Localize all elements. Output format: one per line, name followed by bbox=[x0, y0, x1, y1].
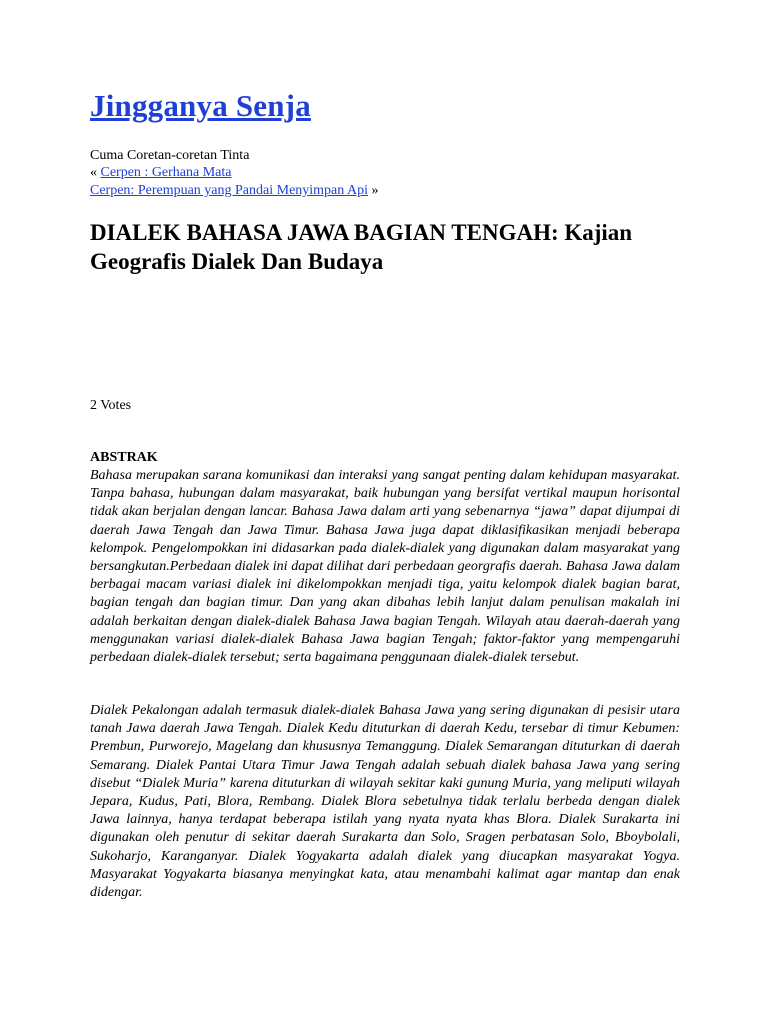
votes-count: 2 Votes bbox=[90, 398, 132, 413]
blog-tagline: Cuma Coretan-coretan Tinta bbox=[90, 148, 250, 163]
post-title: DIALEK BAHASA JAWA BAGIAN TENGAH: Kajian Geografis Dialek Dan Budaya bbox=[90, 220, 633, 274]
next-post-nav bbox=[90, 183, 379, 199]
abstract-heading: ABSTRAK bbox=[90, 450, 158, 465]
previous-post-link[interactable]: Cerpen : Gerhana Mata bbox=[100, 165, 232, 180]
previous-post-nav bbox=[90, 165, 232, 181]
next-post-link[interactable]: Cerpen: Perempuan yang Pandai Menyimpan Api bbox=[90, 183, 368, 198]
abstract-paragraph-2: Dialek Pekalongan adalah termasuk dialek-dialek Bahasa Jawa yang sering digunakan di pesisir utara tanah Jawa daerah Jawa Tengah. Dialek Kedu dituturkan di daerah Kedu, tersebar di timur Kebumen: Prembun, Purworejo, Magelang dan khususnya Temanggung. Dialek Semarangan dituturkan di daerah Semarang. Dialek Pantai Utara Timur Jawa Tengah adalah sebuah dialek bahasa Jawa yang sering disebut “Dialek Muria” karena dituturkan di wilayah sekitar kaki gunung Muria, yang meliputi wilayah Jepara, Kudus, Pati, Blora, Rembang. Dialek Blora sebetulnya tidak terlalu berbeda dengan dialek Jawa lainnya, hanya terdapat beberapa istilah yang nyata nyata khas Blora. Dialek Surakarta ini digunakan oleh penutur di sekitar daerah Surakarta dan Solo, Sragen perbatasan Solo, Bboybolali, Sukoharjo, Karanganyar. Dialek Yogyakarta adalah dialek yang diucapkan masyarakat Yogya. Masyarakat Yogyakarta biasanya menyingkat kata, atau menambahi kalimat agar mantap dan enak didengar. bbox=[90, 703, 680, 901]
previous-arrow: « bbox=[90, 165, 97, 180]
next-arrow: » bbox=[371, 183, 379, 198]
abstract-paragraph-1: Bahasa merupakan sarana komunikasi dan interaksi yang sangat penting dalam kehidupan masyarakat. Tanpa bahasa, hubungan dalam masyarakat, baik hubungan yang bersifat vertikal maupun horisontal tidak akan berjalan dengan lancar. Bahasa Jawa dalam arti yang sebenarnya “jawa” dapat dijumpai di daerah Jawa Tengah dan Jawa Timur. Bahasa Jawa juga dapat diklasifikasikan menjadi beberapa kelompok. Pengelompokkan ini didasarkan pada dialek-dialek yang digunakan dalam masyarakat yang bersangkutan.Perbedaan dialek ini dapat dilihat dari perbedaan georgrafis daerah. Bahasa Jawa dalam berbagai macam variasi dialek ini dikelompokkan menjadi tiga, yaitu kelompok dialek bagian barat, bagian tengah dan bagian timur. Dan yang akan dibahas lebih lanjut dalam penulisan makalah ini adalah berkaitan dengan dialek-dialek Bahasa Jawa bagian Tengah. Wilayah atau daerah-daerah yang menggunakan variasi dialek-dialek Bahasa Jawa bagian Tengah; faktor-faktor yang mempengaruhi perbedaan dialek-dialek tersebut; serta bagaimana penggunaan dialek-dialek tersebut. bbox=[90, 468, 680, 666]
blog-title-link[interactable]: Jingganya Senja bbox=[90, 88, 311, 123]
